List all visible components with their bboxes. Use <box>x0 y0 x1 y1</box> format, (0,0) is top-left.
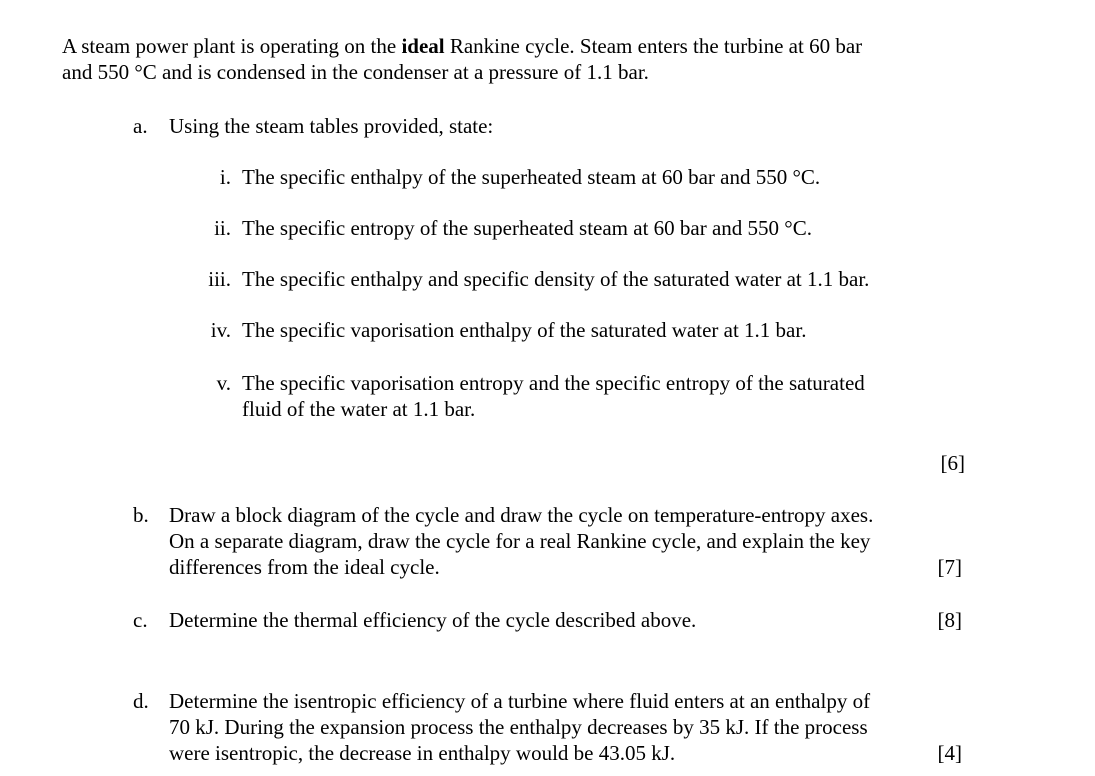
part-a-label: a. <box>133 114 148 138</box>
part-c-text: Determine the thermal efficiency of the cycle described above. <box>169 608 697 632</box>
part-a-item-ii-label: ii. <box>214 216 231 240</box>
part-d-marks: [4] <box>937 741 962 765</box>
part-b-text <box>169 502 981 580</box>
part-a-item-v-line-1: The specific vaporisation entropy and the specific entropy of the saturated <box>242 371 865 395</box>
part-a-text: Using the steam tables provided, state: <box>169 114 494 138</box>
part-b-marks: [7] <box>937 555 962 579</box>
part-a-item-i-text: The specific enthalpy of the superheated steam at 60 bar and 550 °C. <box>242 165 821 189</box>
part-b-line-3 <box>169 554 981 580</box>
part-a-item-v-text <box>242 370 982 422</box>
part-a-item-iv-label: iv. <box>210 318 231 342</box>
part-a-item-v-label: v. <box>216 371 231 395</box>
part-a-item-i-label: i. <box>219 165 231 189</box>
part-d-line-2: 70 kJ. During the expansion process the enthalpy decreases by 35 kJ. If the process <box>169 715 868 739</box>
part-c-row <box>169 607 981 633</box>
part-c-label: c. <box>133 608 148 632</box>
part-a-marks: [6] <box>940 451 965 475</box>
intro-bold-ideal: ideal <box>401 34 445 58</box>
question-intro <box>62 33 1022 85</box>
intro-line-1 <box>62 33 1022 59</box>
part-a-item-ii-text: The specific entropy of the superheated steam at 60 bar and 550 °C. <box>242 216 812 240</box>
part-d-line-1: Determine the isentropic efficiency of a turbine where fluid enters at an enthalpy of <box>169 689 871 713</box>
part-b-line-3-text: differences from the ideal cycle. <box>169 555 440 579</box>
part-d-line-3 <box>169 740 981 766</box>
part-a-item-iii-text: The specific enthalpy and specific density of the saturated water at 1.1 bar. <box>242 267 870 291</box>
part-b-line-1: Draw a block diagram of the cycle and draw the cycle on temperature-entropy axes. <box>169 503 874 527</box>
intro-line-2: and 550 °C and is condensed in the condenser at a pressure of 1.1 bar. <box>62 60 649 84</box>
part-a-item-iii-label: iii. <box>208 267 231 291</box>
intro-text-2: Rankine cycle. Steam enters the turbine at 60 bar <box>444 34 863 58</box>
part-d-text <box>169 688 981 766</box>
part-d-line-3-text: were isentropic, the decrease in enthalpy would be 43.05 kJ. <box>169 741 676 765</box>
part-a-item-v-line-2: fluid of the water at 1.1 bar. <box>242 397 476 421</box>
part-a-item-iv-text: The specific vaporisation enthalpy of the saturated water at 1.1 bar. <box>242 318 807 342</box>
part-b-line-2: On a separate diagram, draw the cycle for a real Rankine cycle, and explain the key <box>169 529 871 553</box>
part-c-marks: [8] <box>937 608 962 632</box>
part-b-label: b. <box>133 503 149 527</box>
intro-text-1: A steam power plant is operating on the <box>62 34 402 58</box>
part-d-label: d. <box>133 689 149 713</box>
